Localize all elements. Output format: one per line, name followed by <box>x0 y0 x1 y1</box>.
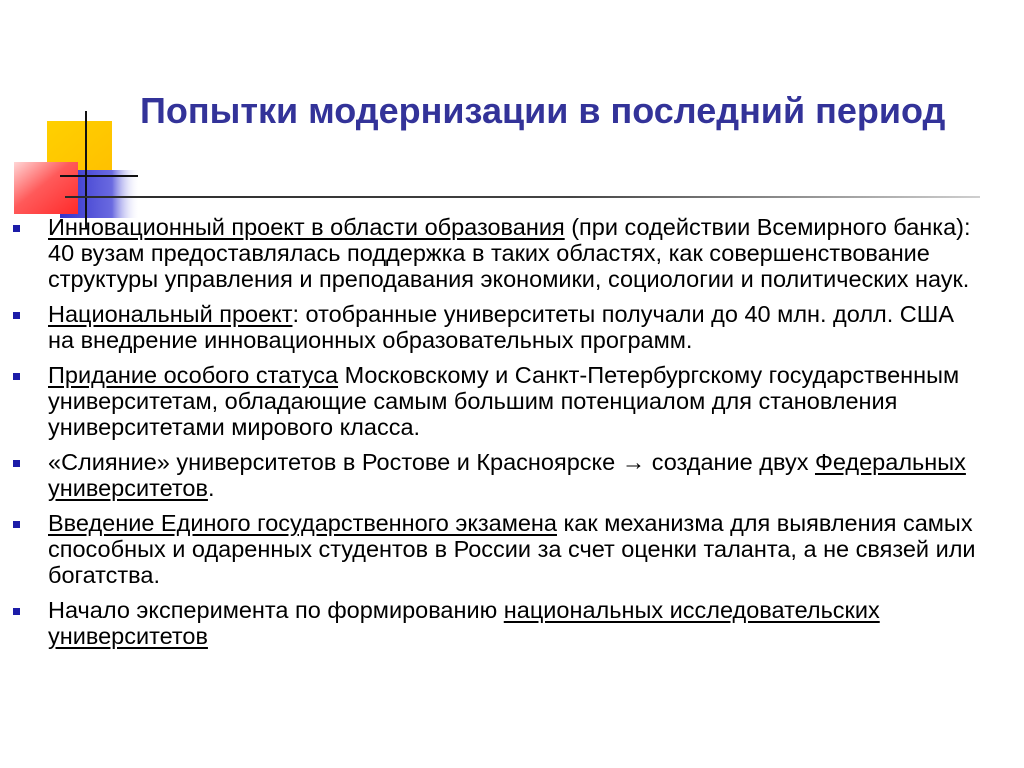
square-bullet-icon <box>13 225 20 232</box>
bullet-list <box>0 214 1024 658</box>
bullet-item <box>0 449 978 501</box>
bullet-item <box>0 597 978 649</box>
square-bullet-icon <box>13 460 20 467</box>
underlined-term: национальных исследовательских университетов <box>48 597 880 649</box>
deco-red-square <box>14 162 78 214</box>
bullet-item <box>0 301 978 353</box>
bullet-text: как механизма для выявления самых способных и одаренных студентов в России за счет оценки таланта, а не связей или богатства. <box>48 510 976 588</box>
bullet-item <box>0 362 978 440</box>
bullet-text: «Слияние» университетов в Ростове и Красноярске → создание двух <box>48 449 815 475</box>
slide-title: Попытки модернизации в последний период <box>140 90 946 131</box>
square-bullet-icon <box>13 373 20 380</box>
bullet-text: Московскому и Санкт-Петербургскому государственным университетам, обладающие самым большим потенциалом для становления университетами мирового класса. <box>48 362 960 440</box>
underlined-term: Федеральных университетов <box>48 449 966 501</box>
underlined-term: Введение Единого государственного экзамена <box>48 510 557 536</box>
underlined-term: Национальный проект <box>48 301 293 327</box>
title-divider <box>65 196 980 198</box>
bullet-text: . <box>207 475 215 501</box>
square-bullet-icon <box>13 608 20 615</box>
bullet-text: : отобранные университеты получали до 40 млн. долл. США на внедрение инновационных образовательных программ. <box>48 301 954 353</box>
bullet-text: (при содействии Всемирного банка): 40 вузам предоставлялась поддержка в таких областях, как совершенствование структуры управления и преподавания экономики, социологии и политических наук. <box>48 214 971 292</box>
underlined-term: Инновационный проект в области образования <box>48 214 565 240</box>
square-bullet-icon <box>13 521 20 528</box>
square-bullet-icon <box>13 312 20 319</box>
bullet-text: Начало эксперимента по формированию <box>48 597 504 623</box>
bullet-item <box>0 214 978 292</box>
bullet-item <box>0 510 978 588</box>
underlined-term: Придание особого статуса <box>48 362 339 388</box>
